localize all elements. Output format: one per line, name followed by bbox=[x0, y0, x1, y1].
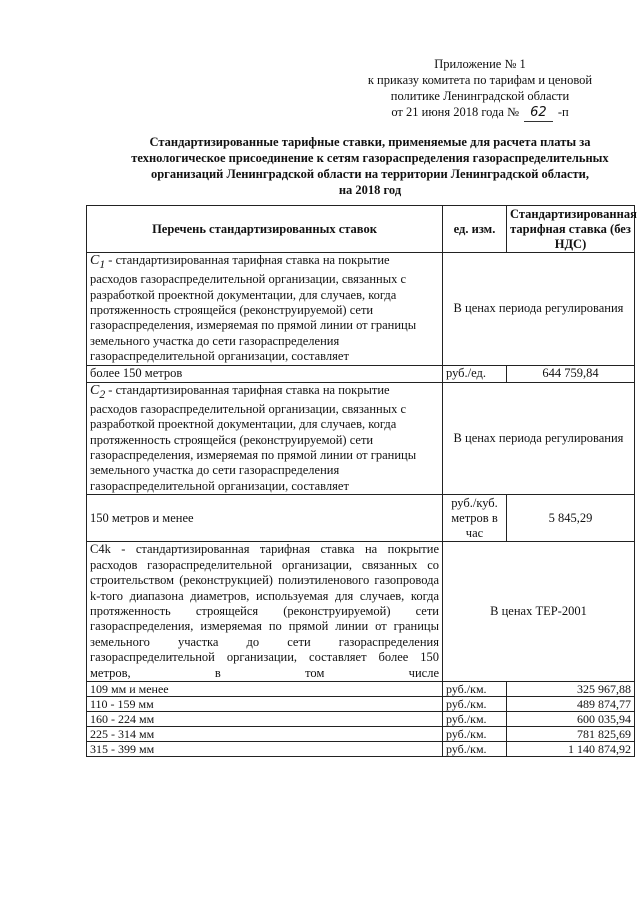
c4-row-label: 110 - 159 мм bbox=[87, 696, 443, 711]
c1-description-row bbox=[87, 253, 635, 366]
c4-row-label: 109 мм и менее bbox=[87, 681, 443, 696]
appendix-committee: политике Ленинградской области bbox=[390, 89, 570, 103]
table-row bbox=[87, 681, 635, 696]
c4-row-value: 489 874,77 bbox=[507, 696, 635, 711]
c2-row-value: 5 845,29 bbox=[507, 495, 635, 542]
title-line-2: технологическое присоединение к сетям газораспределения газораспределительных bbox=[131, 151, 609, 165]
c4-price-note: В ценах ТЕР-2001 bbox=[443, 542, 635, 682]
c4-row-label: 160 - 224 мм bbox=[87, 711, 443, 726]
c1-text: - стандартизированная тарифная ставка на покрытие расходов газораспределительной организации, связанных с разработкой проектной документации, для случаев, когда протяженность строящейся (реконструируемой) сети газораспределения, измеряемая по прямой линии от границы земельного участка до сети газораспределения газораспределительной организации, составляет bbox=[90, 253, 417, 364]
c1-symbol: $C_1$ bbox=[90, 253, 106, 271]
c1-row-unit: руб./ед. bbox=[443, 365, 507, 382]
table-row bbox=[87, 495, 635, 542]
appendix-number: Приложение № 1 bbox=[434, 57, 526, 71]
header-rate: Стандартизированная тарифная ставка (без НДС) bbox=[507, 206, 635, 253]
c4-row-value: 325 967,88 bbox=[507, 681, 635, 696]
c4-row-value: 1 140 874,92 bbox=[507, 741, 635, 756]
appendix-suffix: -п bbox=[557, 105, 569, 119]
table-row bbox=[87, 726, 635, 741]
title-line-1: Стандартизированные тарифные ставки, применяемые для расчета платы за bbox=[149, 135, 591, 149]
c1-description bbox=[87, 253, 443, 366]
document-title bbox=[100, 134, 640, 198]
c4-row-value: 600 035,94 bbox=[507, 711, 635, 726]
c4-row-unit: руб./км. bbox=[443, 696, 507, 711]
c4-text: C4k - стандартизированная тарифная ставка на покрытие расходов газораспределительной организации, связанных со строительством (реконструкцией) полиэтиленового газопровода k-того диапазона диаметров, используемая для случаев, когда протяженность строящейся (реконструируемой) сети газораспределения, измеряемая по прямой линии от границы земельного участка до сети газораспределения газораспределительной организации, bbox=[90, 542, 439, 665]
c4-row-unit: руб./км. bbox=[443, 681, 507, 696]
c2-description-row bbox=[87, 382, 635, 495]
c4-description-row bbox=[87, 542, 635, 682]
c2-row-label: 150 метров и менее bbox=[87, 495, 443, 542]
title-line-3: организаций Ленинградской области на территории Ленинградской области, bbox=[150, 167, 590, 181]
c4-row-label: 225 - 314 мм bbox=[87, 726, 443, 741]
c4-row-unit: руб./км. bbox=[443, 741, 507, 756]
c4-text-last: составляет более 150 метров, в том числе bbox=[90, 650, 439, 680]
c4-row-unit: руб./км. bbox=[443, 711, 507, 726]
table-row bbox=[87, 696, 635, 711]
c2-row-unit: руб./куб. метров в час bbox=[443, 495, 507, 542]
c4-row-unit: руб./км. bbox=[443, 726, 507, 741]
header-unit: ед. изм. bbox=[443, 206, 507, 253]
order-number-handwritten: 62 bbox=[524, 105, 553, 122]
table-row bbox=[87, 365, 635, 382]
c1-row-label: более 150 метров bbox=[87, 365, 443, 382]
c4-description bbox=[87, 542, 443, 682]
appendix-date-line bbox=[330, 104, 630, 122]
table-row bbox=[87, 711, 635, 726]
table-header-row bbox=[87, 206, 635, 253]
table-row bbox=[87, 741, 635, 756]
title-line-4: на 2018 год bbox=[338, 183, 402, 197]
header-list: Перечень стандартизированных ставок bbox=[87, 206, 443, 253]
c2-description bbox=[87, 382, 443, 495]
c2-text: - стандартизированная тарифная ставка на покрытие расходов газораспределительной организации, связанных с разработкой проектной документации, для случаев, когда протяженность строящейся (реконструируемой) сети газораспределения, измеряемая по прямой линии от границы земельного участка до сети газораспределения газораспределительной организации, составляет bbox=[90, 382, 417, 493]
appendix-order-ref: к приказу комитета по тарифам и ценовой bbox=[367, 73, 593, 87]
appendix-date: от 21 июня 2018 года № bbox=[391, 105, 520, 119]
c4-row-value: 781 825,69 bbox=[507, 726, 635, 741]
c4-row-label: 315 - 399 мм bbox=[87, 741, 443, 756]
c2-price-note: В ценах периода регулирования bbox=[443, 382, 635, 495]
c2-symbol: $C_2$ bbox=[90, 382, 106, 401]
appendix-header bbox=[330, 56, 630, 122]
c1-price-note: В ценах периода регулирования bbox=[443, 253, 635, 366]
c1-row-value: 644 759,84 bbox=[507, 365, 635, 382]
tariff-table bbox=[86, 205, 635, 757]
